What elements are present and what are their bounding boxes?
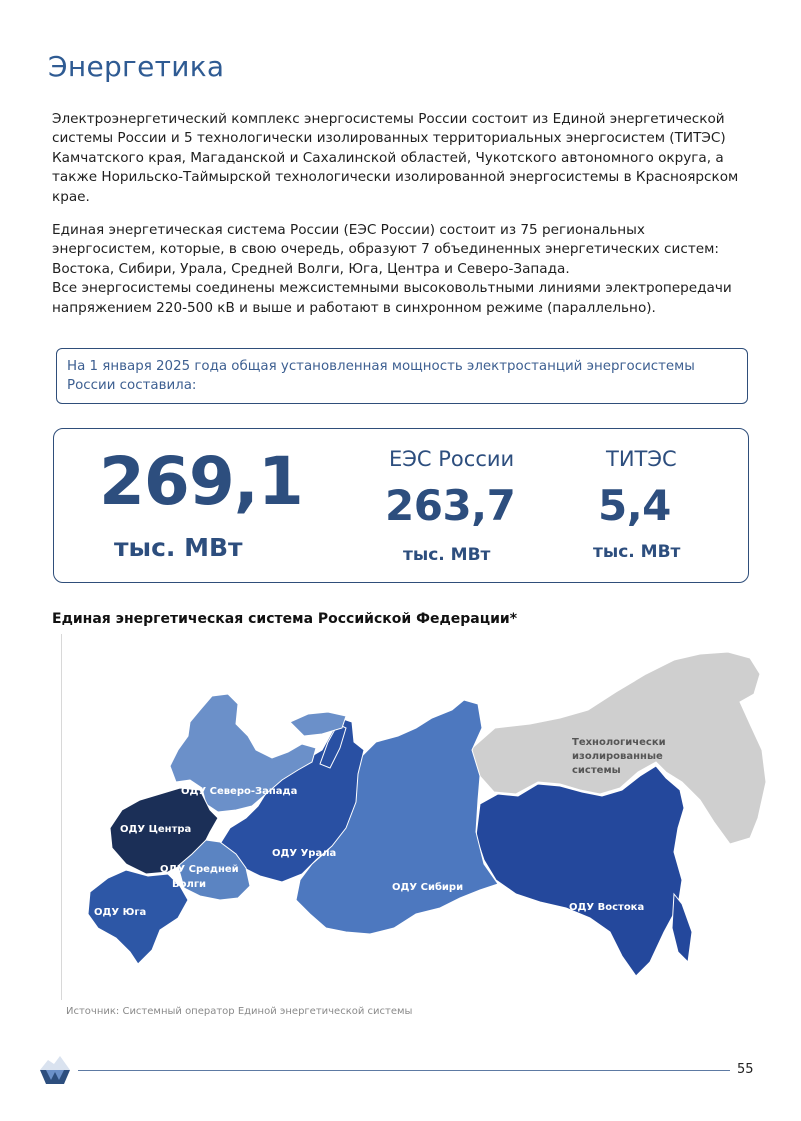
tites-capacity-unit: тыс. МВт bbox=[593, 542, 681, 562]
tites-capacity-value: 5,4 bbox=[598, 481, 671, 530]
page-number: 55 bbox=[737, 1062, 754, 1077]
tites-label: ТИТЭС bbox=[606, 447, 677, 471]
label-east: ОДУ Востока bbox=[569, 902, 645, 913]
capacity-callout: На 1 января 2025 года общая установленная мощность электростанций энергосистемы России составила: bbox=[56, 348, 748, 404]
region-east-sakhalin bbox=[672, 894, 692, 962]
total-capacity-unit: тыс. МВт bbox=[114, 533, 243, 562]
label-northwest: ОДУ Северо-Запада bbox=[181, 786, 298, 797]
ees-capacity-value: 263,7 bbox=[385, 481, 516, 530]
label-south: ОДУ Юга bbox=[94, 907, 147, 918]
label-isolated-line2: изолированные bbox=[572, 751, 663, 762]
page-title: Энергетика bbox=[48, 50, 225, 83]
label-volga-line1: ОДУ Средней bbox=[160, 864, 239, 875]
label-isolated-line1: Технологически bbox=[572, 737, 666, 748]
footer-rule bbox=[78, 1070, 730, 1071]
ees-paragraph-line2: Все энергосистемы соединены межсистемными высоковольтными линиями электропередачи напряжением 220-500 кВ и выше и работают в синхронном режиме (параллельно). bbox=[52, 280, 732, 316]
map-title: Единая энергетическая система Российской Федерации* bbox=[52, 611, 518, 627]
region-east bbox=[476, 766, 684, 976]
label-center: ОДУ Центра bbox=[120, 824, 192, 835]
capacity-stats-panel bbox=[53, 428, 749, 583]
ees-label: ЕЭС России bbox=[389, 447, 515, 471]
ees-capacity-unit: тыс. МВт bbox=[403, 545, 491, 565]
label-volga-line2: Волги bbox=[172, 879, 207, 890]
label-ural: ОДУ Урала bbox=[272, 848, 337, 859]
label-siberia: ОДУ Сибири bbox=[392, 882, 464, 893]
label-isolated-line3: системы bbox=[572, 765, 621, 776]
total-capacity-value: 269,1 bbox=[99, 443, 303, 520]
publisher-logo-icon bbox=[38, 1054, 72, 1086]
russia-energy-map bbox=[60, 632, 770, 1002]
intro-paragraph: Электроэнергетический комплекс энергосистемы России состоит из Единой энергетической системы России и 5 технологически изолированных территориальных энергосистем (ТИТЭС) Камчатского края, Магаданской и Сахалинской областей, Чукотского автономного округа, а также Норильско-Таймырской технологически изолированной энергосистемы в Красноярском крае. bbox=[52, 111, 739, 205]
map-source: Источник: Системный оператор Единой энергетической системы bbox=[66, 1006, 413, 1017]
ees-paragraph bbox=[52, 221, 742, 318]
ees-paragraph-line1: Единая энергетическая система России (ЕЭС России) состоит из 75 региональных энергосистем, которые, в свою очередь, образуют 7 объединенных энергетических систем: Востока, Сибири, Урала, Средней Волги, Юга, Центра и Северо-Запада. bbox=[52, 222, 719, 277]
